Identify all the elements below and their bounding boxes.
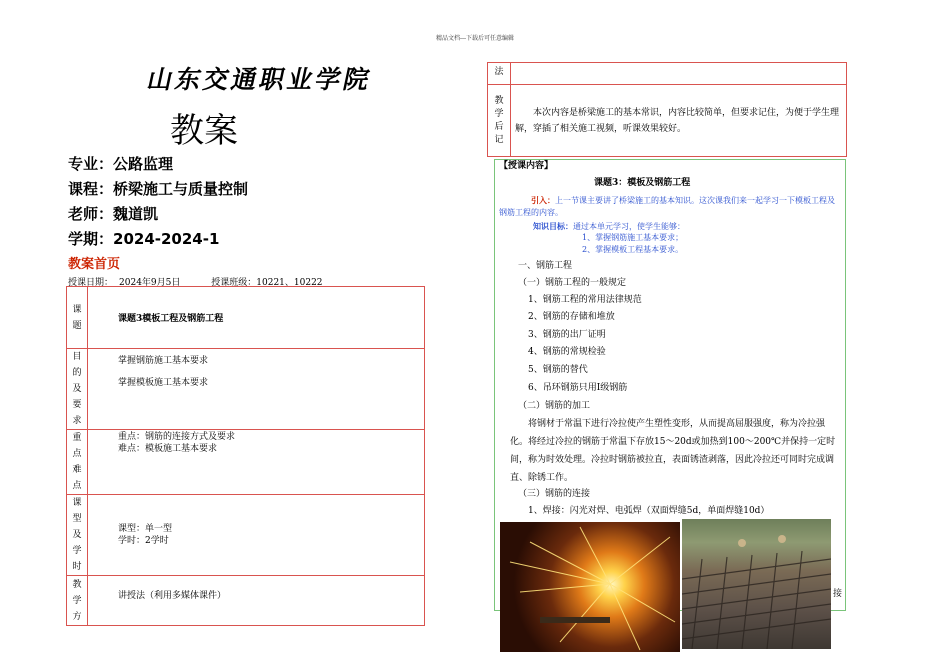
row-label-topic: 课 题 (67, 287, 88, 349)
meta-major: 专业：公路监理 (68, 155, 174, 173)
lesson-topic: 课题3：模板及钢筋工程 (594, 178, 691, 188)
date-line: 授课日期： 2024年9月5日 授课班级：10221、10222 (68, 278, 323, 288)
row-label-type-hours: 课 型 及 学 时 (67, 495, 88, 576)
lesson-goal: 知识目标：通过本单元学习，使学生能够： (533, 221, 685, 231)
outline-item: 2、钢筋的存储和堆放 (528, 312, 615, 322)
page-header-note: 精品文档---下载后可任意编辑 (435, 35, 515, 42)
welding-sparks-photo (500, 522, 680, 652)
meta-term: 学期：2024-2024-1 (68, 230, 220, 248)
processing-paragraph: 将钢材于常温下进行冷拉使产生塑性变形，从而提高屈服强度，称为冷拉强化。将经过冷拉的钢筋于常温下存放15～20d或加热到100～200℃并保持一定时间，称为时效处理。冷拉时钢筋被拉直，表面锈渣剥落，因此冷拉还可同时完成调直、除锈工作。 (510, 419, 836, 483)
outline-item: 一、钢筋工程 (518, 261, 573, 271)
meta-teacher: 老师：魏道凯 (68, 205, 159, 223)
method-cell: 讲授法（利用多媒体课件） (88, 576, 425, 626)
lesson-section-heading: 【授课内容】 (499, 161, 554, 171)
school-name: 山东交通职业学院 (144, 65, 375, 94)
weld-line: 1、焊接：闪光对焊、电弧焊（双面焊缝5d，单面焊缝10d） (528, 506, 770, 516)
lesson-intro: 引入：上一节课主要讲了桥梁施工的基本知识。这次课我们来一起学习一下模板工程及钢筋工程的内容。 (499, 195, 835, 217)
row-label-method-cont: 法 (488, 63, 511, 85)
row-label-postscript: 教 学 后 记 (488, 85, 511, 157)
postscript-cell: 本次内容是桥梁施工的基本常识，内容比较简单，但要求记住，为便于学生理解，穿插了相关施工视频，听课效果较好。 (511, 85, 847, 157)
meta-course: 课程：桥梁施工与质量控制 (68, 180, 249, 198)
lesson-goal-1: 1、掌握钢筋施工基本要求； (582, 233, 684, 242)
outline-item: 1、钢筋工程的常用法律规范 (528, 295, 642, 305)
row-label-method: 教 学 方 (67, 576, 88, 626)
outline-item: （一）钢筋工程的一般规定 (518, 278, 627, 288)
objectives-cell: 掌握钢筋施工基本要求 掌握模板施工基本要求 (88, 349, 425, 430)
document-title: 教案 (170, 111, 238, 151)
home-title: 教案首页 (68, 257, 121, 272)
row-label-key-points: 重 点 难 点 (67, 430, 88, 495)
key-points-cell: 重点：钢筋的连接方式及要求 难点：模板施工基本要求 (88, 430, 425, 495)
outline-item: 4、钢筋的常规检验 (528, 347, 606, 357)
row-label-objectives: 目 的 及 要 求 (67, 349, 88, 430)
method-cont-cell (511, 63, 847, 85)
rebar-cage-photo (682, 519, 831, 649)
outline-item: （二）钢筋的加工 (518, 401, 591, 411)
outline-item: 5、钢筋的替代 (528, 365, 588, 375)
outline-item: （三）钢筋的连接 (518, 489, 591, 499)
outline-item: 3、钢筋的出厂证明 (528, 330, 606, 340)
teaching-notes-table (487, 62, 847, 157)
outline-item: 6、吊环钢筋只用Ⅰ级钢筋 (528, 383, 628, 393)
lesson-goal-2: 2、掌握模板工程基本要求。 (582, 245, 684, 254)
topic-cell: 课题3模板工程及钢筋工程 (88, 287, 425, 349)
tail-text: 接 (833, 589, 843, 599)
type-hours-cell: 课型：单一型 学时：2学时 (88, 495, 425, 576)
lesson-home-table (66, 286, 425, 626)
